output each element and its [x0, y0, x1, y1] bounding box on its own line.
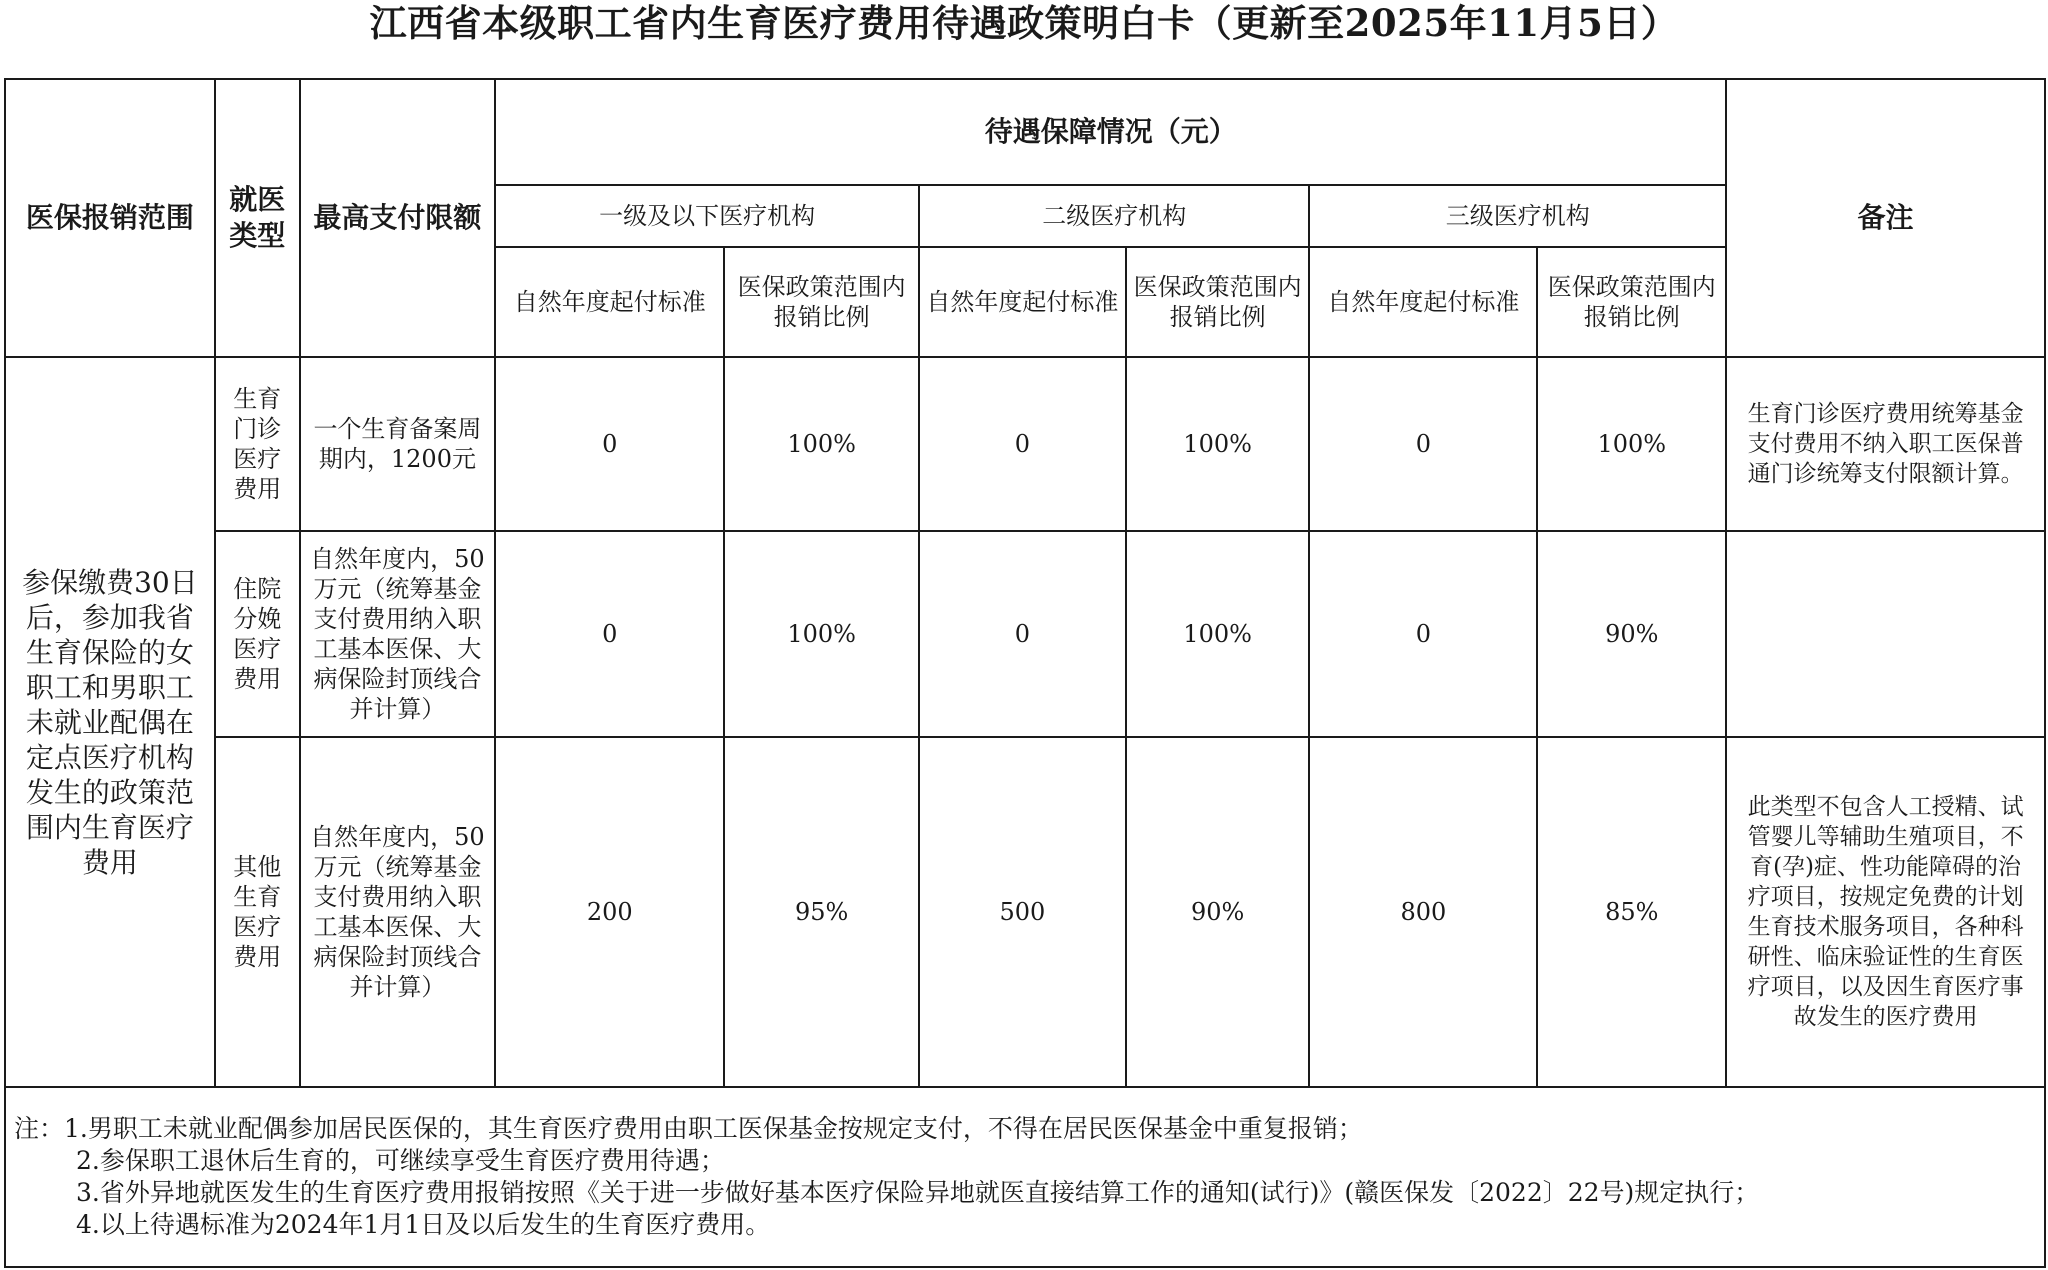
row-3-type: 其他生育医疗费用 — [215, 737, 300, 1087]
row-3-l3-deductible: 800 — [1309, 737, 1537, 1087]
header-l2-deductible: 自然年度起付标准 — [919, 247, 1126, 357]
row-2-limit: 自然年度内，50万元（统筹基金支付费用纳入职工基本医保、大病保险封顶线合并计算） — [300, 531, 496, 737]
note-item-3: 3.省外异地就医发生的生育医疗费用报销按照《关于进一步做好基本医疗保险异地就医直接结算工作的通知(试行)》(赣医保发〔2022〕22号)规定执行； — [76, 1178, 1760, 1207]
header-remarks: 备注 — [1726, 79, 2045, 357]
row-3-limit: 自然年度内，50万元（统筹基金支付费用纳入职工基本医保、大病保险封顶线合并计算） — [300, 737, 496, 1087]
note-prefix: 注： — [14, 1114, 65, 1143]
row-1-l2-deductible: 0 — [919, 357, 1126, 531]
benefit-table — [4, 78, 2046, 1268]
note-item-4: 4.以上待遇标准为2024年1月1日及以后发生的生育医疗费用。 — [76, 1210, 771, 1239]
row-1-l3-deductible: 0 — [1309, 357, 1537, 531]
row-2-l2-deductible: 0 — [919, 531, 1126, 737]
header-l1-ratio: 医保政策范围内报销比例 — [724, 247, 919, 357]
row-1-remark: 生育门诊医疗费用统筹基金支付费用不纳入职工医保普通门诊统筹支付限额计算。 — [1726, 357, 2045, 531]
note-item-1: 1.男职工未就业配偶参加居民医保的，其生育医疗费用由职工医保基金按规定支付，不得在居民医保基金中重复报销； — [64, 1114, 1363, 1143]
row-1-l2-ratio: 100% — [1126, 357, 1310, 531]
row-2-l1-deductible: 0 — [495, 531, 724, 737]
header-visit-type: 就医类型 — [215, 79, 300, 357]
header-l2-ratio: 医保政策范围内报销比例 — [1126, 247, 1310, 357]
scope-description: 参保缴费30日后，参加我省生育保险的女职工和男职工未就业配偶在定点医疗机构发生的政策范围内生育医疗费用 — [5, 357, 215, 1087]
row-2-type: 住院分娩医疗费用 — [215, 531, 300, 737]
row-3-remark: 此类型不包含人工授精、试管婴儿等辅助生殖项目，不育(孕)症、性功能障碍的治疗项目，按规定免费的计划生育技术服务项目，各种科研性、临床验证性的生育医疗项目，以及因生育医疗事故发生的医疗费用 — [1726, 737, 2045, 1087]
header-benefits: 待遇保障情况（元） — [495, 79, 1726, 185]
row-1-l3-ratio: 100% — [1537, 357, 1726, 531]
notes-section — [5, 1087, 2045, 1267]
row-3-l1-ratio: 95% — [724, 737, 919, 1087]
note-line-1 — [14, 1113, 2036, 1145]
row-1-l1-ratio: 100% — [724, 357, 919, 531]
row-1-l1-deductible: 0 — [495, 357, 724, 531]
row-3-l2-deductible: 500 — [919, 737, 1126, 1087]
header-max-payment: 最高支付限额 — [300, 79, 496, 357]
header-level-3: 三级医疗机构 — [1309, 185, 1726, 247]
row-1-limit: 一个生育备案周期内，1200元 — [300, 357, 496, 531]
header-level-2: 二级医疗机构 — [919, 185, 1309, 247]
row-2-remark — [1726, 531, 2045, 737]
note-item-2: 2.参保职工退休后生育的，可继续享受生育医疗费用待遇； — [76, 1146, 725, 1175]
row-3-l1-deductible: 200 — [495, 737, 724, 1087]
header-l3-deductible: 自然年度起付标准 — [1309, 247, 1537, 357]
row-2-l2-ratio: 100% — [1126, 531, 1310, 737]
row-2-l3-deductible: 0 — [1309, 531, 1537, 737]
row-2-l3-ratio: 90% — [1537, 531, 1726, 737]
header-scope: 医保报销范围 — [5, 79, 215, 357]
header-l1-deductible: 自然年度起付标准 — [495, 247, 724, 357]
row-3-l3-ratio: 85% — [1537, 737, 1726, 1087]
header-level-1: 一级及以下医疗机构 — [495, 185, 919, 247]
row-1-type: 生育门诊医疗费用 — [215, 357, 300, 531]
header-l3-ratio: 医保政策范围内报销比例 — [1537, 247, 1726, 357]
row-2-l1-ratio: 100% — [724, 531, 919, 737]
page-title: 江西省本级职工省内生育医疗费用待遇政策明白卡（更新至2025年11月5日） — [369, 1, 1679, 45]
row-3-l2-ratio: 90% — [1126, 737, 1310, 1087]
